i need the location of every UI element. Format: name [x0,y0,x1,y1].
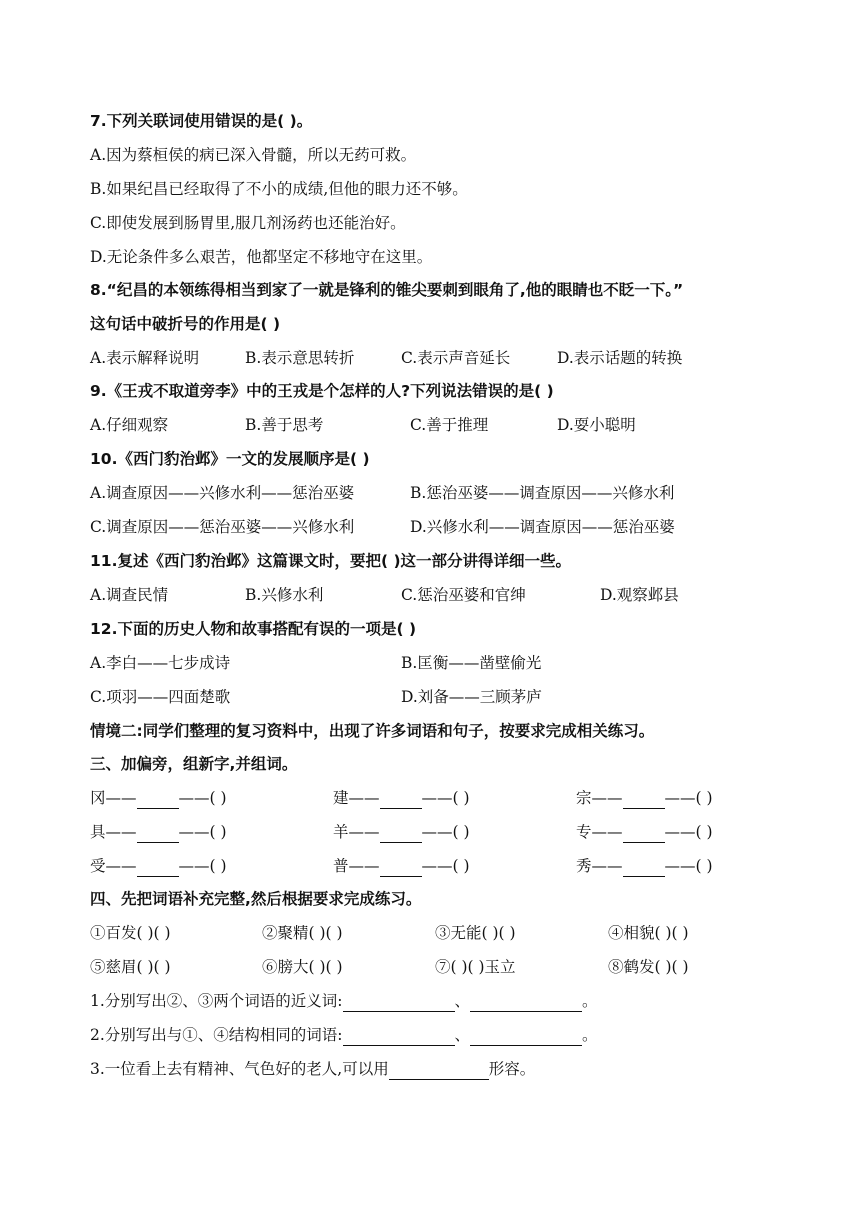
question-11-option-a: A.调查民情 [90,586,169,604]
question-8-stem-line2: 这句话中破折号的作用是( ) [90,315,281,333]
question-8-stem-line1: 8.“纪昌的本领练得相当到家了一就是锋利的锥尖要刺到眼角了,他的眼睛也不眨一下。” [90,281,684,299]
question-8-option-a: A.表示解释说明 [90,349,200,367]
base-character: 建 [333,789,349,807]
new-character-blank[interactable] [380,790,422,809]
new-character-blank[interactable] [623,858,665,877]
q1-prompt: 1.分别写出②、③两个词语的近义词: [90,992,343,1010]
dash: —— [348,857,380,875]
base-character: 秀 [576,857,592,875]
q3-prompt: 3.一位看上去有精神、气色好的老人,可以用 [90,1060,389,1078]
question-8-option-b: B.表示意思转折 [245,349,355,367]
radical-item [90,821,227,843]
section-4-question-3 [90,1058,535,1080]
new-character-blank[interactable] [137,790,179,809]
dash: —— [348,823,380,841]
question-9-stem: 9.《王戎不取道旁李》中的王戎是个怎样的人?下列说法错误的是( ) [90,382,554,400]
word-answer-parentheses[interactable]: ( ) [695,823,713,841]
question-7-option-d: D.无论条件多么艰苦，他都坚定不移地守在这里。 [90,248,433,266]
dash: —— [591,789,623,807]
q2-end-mark: 。 [582,1026,598,1044]
question-11-option-d: D.观察邺县 [600,586,679,604]
dash: —— [664,857,696,875]
question-7-option-a: A.因为蔡桓侯的病已深入骨髓，所以无药可救。 [90,146,417,164]
idiom-7: ⑦( )( )玉立 [435,958,516,976]
dash: —— [178,857,210,875]
radical-item [576,821,713,843]
question-7-option-c: C.即使发展到肠胃里,服几剂汤药也还能治好。 [90,214,406,232]
question-10-option-d: D.兴修水利——调查原因——惩治巫婆 [410,518,675,536]
dash: —— [664,823,696,841]
word-answer-parentheses[interactable]: ( ) [452,823,470,841]
question-12-option-a: A.李白——七步成诗 [90,654,231,672]
question-10-option-c: C.调查原因——惩治巫婆——兴修水利 [90,518,355,536]
dash: —— [105,823,137,841]
word-answer-parentheses[interactable]: ( ) [695,857,713,875]
word-answer-parentheses[interactable]: ( ) [209,789,227,807]
q3-answer-blank[interactable] [389,1061,489,1080]
question-9-option-c: C.善于推理 [410,416,489,434]
dash: —— [591,857,623,875]
section-4-question-2 [90,1024,598,1046]
question-8-option-d: D.表示话题的转换 [557,349,683,367]
q1-separator: 、 [454,992,471,1010]
question-12-option-c: C.项羽——四面楚歌 [90,688,231,706]
dash: —— [421,823,453,841]
radical-item [333,787,470,809]
section-4-question-1 [90,990,598,1012]
idiom-3: ③无能( )( ) [435,924,516,942]
dash: —— [664,789,696,807]
q3-suffix: 形容。 [488,1060,536,1078]
base-character: 羊 [333,823,349,841]
question-12-option-d: D.刘备——三顾茅庐 [401,688,542,706]
question-12-stem: 12.下面的历史人物和故事搭配有误的一项是( ) [90,620,417,638]
dash: —— [348,789,380,807]
question-10-option-a: A.调查原因——兴修水利——惩治巫婆 [90,484,355,502]
dash: —— [421,789,453,807]
new-character-blank[interactable] [623,824,665,843]
base-character: 冈 [90,789,106,807]
question-11-stem: 11.复述《西门豹治邺》这篇课文时，要把( )这一部分讲得详细一些。 [90,552,572,570]
word-answer-parentheses[interactable]: ( ) [452,857,470,875]
new-character-blank[interactable] [380,858,422,877]
radical-item [576,855,713,877]
new-character-blank[interactable] [623,790,665,809]
question-9-option-a: A.仔细观察 [90,416,169,434]
word-answer-parentheses[interactable]: ( ) [209,823,227,841]
base-character: 宗 [576,789,592,807]
q2-prompt: 2.分别写出与①、④结构相同的词语: [90,1026,343,1044]
question-9-option-d: D.耍小聪明 [557,416,636,434]
scenario-2-heading: 情境二:同学们整理的复习资料中，出现了许多词语和句子，按要求完成相关练习。 [90,722,655,740]
base-character: 具 [90,823,106,841]
idiom-2: ②聚精( )( ) [262,924,343,942]
dash: —— [421,857,453,875]
dash: —— [105,857,137,875]
question-7-stem: 7.下列关联词使用错误的是( )。 [90,112,313,130]
new-character-blank[interactable] [380,824,422,843]
dash: —— [178,789,210,807]
dash: —— [178,823,210,841]
radical-item [333,821,470,843]
question-12-option-b: B.匡衡——凿壁偷光 [401,654,542,672]
idiom-8: ⑧鹤发( )( ) [608,958,689,976]
word-answer-parentheses[interactable]: ( ) [695,789,713,807]
question-9-option-b: B.善于思考 [245,416,324,434]
q2-answer-blank-1[interactable] [343,1027,455,1046]
question-10-option-b: B.惩治巫婆——调查原因——兴修水利 [410,484,675,502]
q1-end-mark: 。 [582,992,598,1010]
radical-item [90,855,227,877]
question-11-option-c: C.惩治巫婆和官绅 [401,586,526,604]
section-4-title: 四、先把词语补充完整,然后根据要求完成练习。 [90,890,422,908]
q1-answer-blank-1[interactable] [343,993,455,1012]
idiom-1: ①百发( )( ) [90,924,171,942]
question-10-stem: 10.《西门豹治邺》一文的发展顺序是( ) [90,450,370,468]
word-answer-parentheses[interactable]: ( ) [209,857,227,875]
q2-separator: 、 [454,1026,471,1044]
idiom-6: ⑥膀大( )( ) [262,958,343,976]
dash: —— [591,823,623,841]
dash: —— [105,789,137,807]
section-3-title: 三、加偏旁，组新字,并组词。 [90,755,298,773]
new-character-blank[interactable] [137,858,179,877]
question-8-option-c: C.表示声音延长 [401,349,511,367]
idiom-5: ⑤慈眉( )( ) [90,958,171,976]
base-character: 受 [90,857,106,875]
radical-item [333,855,470,877]
q2-answer-blank-2[interactable] [470,1027,582,1046]
radical-item [576,787,713,809]
base-character: 普 [333,857,349,875]
word-answer-parentheses[interactable]: ( ) [452,789,470,807]
question-7-option-b: B.如果纪昌已经取得了不小的成绩,但他的眼力还不够。 [90,180,468,198]
question-11-option-b: B.兴修水利 [245,586,324,604]
base-character: 专 [576,823,592,841]
q1-answer-blank-2[interactable] [470,993,582,1012]
radical-item [90,787,227,809]
new-character-blank[interactable] [137,824,179,843]
idiom-4: ④相貌( )( ) [608,924,689,942]
